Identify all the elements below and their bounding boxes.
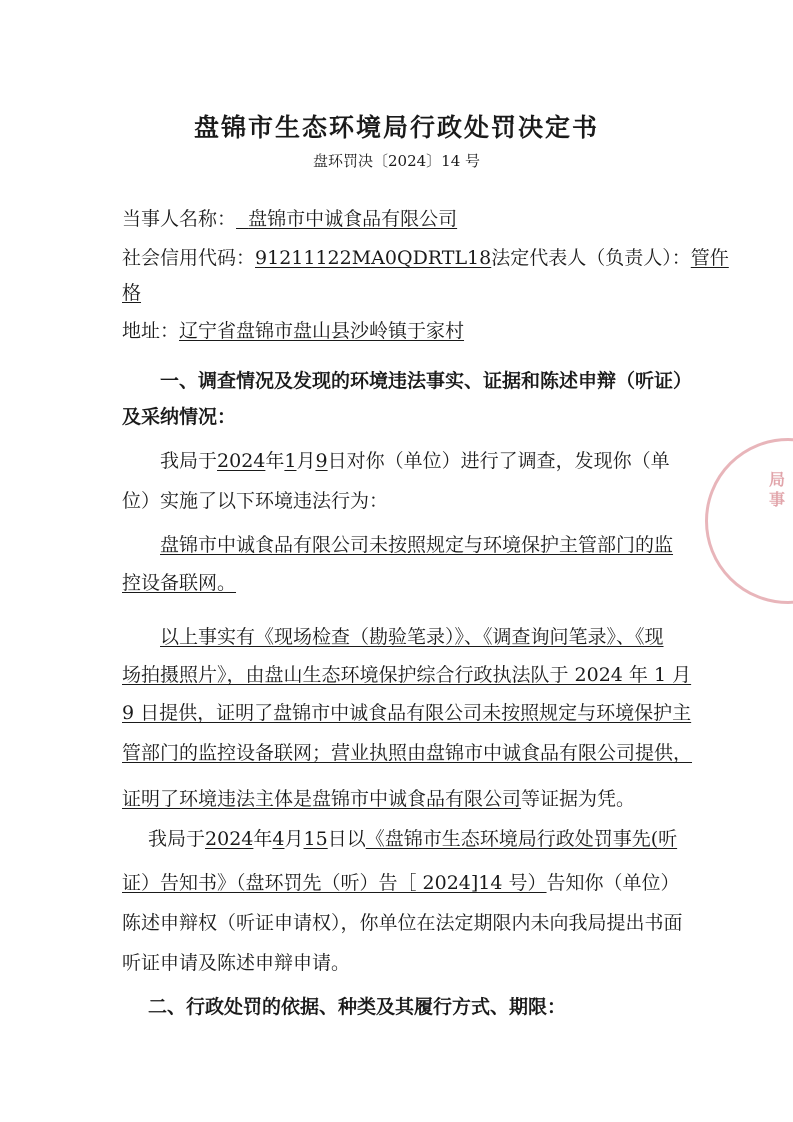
legal-rep-value-part2: 格 (122, 282, 142, 304)
violation-statement-cont: 控设备联网。 (122, 572, 237, 594)
evidence-paragraph-line5: 证明了环境违法主体是盘锦市中诚食品有限公司等证据为凭。 (122, 788, 636, 810)
evidence-paragraph-line3: 9 日提供，证明了盘锦市中诚食品有限公司未按照规定与环境保护主 (122, 702, 692, 724)
party-name-label: 当事人名称： (122, 208, 237, 230)
notice-paragraph: 我局于2024年4月15日以《盘锦市生态环境局行政处罚事先(听 (148, 828, 678, 850)
document-title: 盘锦市生态环境局行政处罚决定书 (193, 113, 599, 142)
legal-rep-label: 法定代表人（负责人）： (491, 247, 691, 269)
credit-code-label: 社会信用代码： (122, 247, 256, 269)
evidence-paragraph: 以上事实有《现场检查（勘验笔录）》、《调查询问笔录》、《现 (160, 626, 664, 648)
party-name-value: 盘锦市中诚食品有限公司 (248, 208, 458, 230)
section1-heading: 一、调查情况及发现的环境违法事实、证据和陈述申辩（听证） (160, 370, 693, 392)
document-number: 盘环罚决〔2024〕14 号 (312, 152, 481, 170)
section1-heading-cont: 及采纳情况： (122, 406, 237, 428)
violation-statement: 盘锦市中诚食品有限公司未按照规定与环境保护主管部门的监 (160, 534, 674, 556)
address-line (122, 320, 682, 342)
notice-paragraph-line4: 听证申请及陈述申辩申请。 (122, 952, 351, 974)
credit-code-line (122, 247, 729, 269)
legal-rep-value-part1: 管仵 (690, 247, 729, 269)
evidence-paragraph-line4: 管部门的监控设备联网；营业执照由盘锦市中诚食品有限公司提供， (122, 742, 693, 764)
address-value: 辽宁省盘锦市盘山县沙岭镇于家村 (179, 320, 465, 342)
official-seal-text: 局事 (769, 470, 786, 509)
notice-paragraph-line2: 证）告知书》（盘环罚先（听）告［ 2024]14 号）告知你（单位） (122, 872, 680, 894)
evidence-paragraph-line2: 场拍摄照片》，由盘山生态环境保护综合行政执法队于 2024 年 1 月 (122, 664, 692, 686)
address-label: 地址： (122, 320, 180, 342)
notice-paragraph-line3: 陈述申辩权（听证申请权），你单位在法定期限内未向我局提出书面 (122, 912, 683, 934)
investigation-paragraph: 我局于2024年1月9日对你（单位）进行了调查，发现你（单 (160, 450, 670, 472)
legal-rep-continued-line (122, 282, 682, 304)
party-name-line (122, 208, 682, 230)
credit-code-value: 91211122MA0QDRTL18 (255, 247, 492, 269)
section2-heading: 二、行政处罚的依据、种类及其履行方式、期限： (148, 996, 567, 1018)
investigation-paragraph-cont: 位）实施了以下环境违法行为： (122, 490, 389, 512)
